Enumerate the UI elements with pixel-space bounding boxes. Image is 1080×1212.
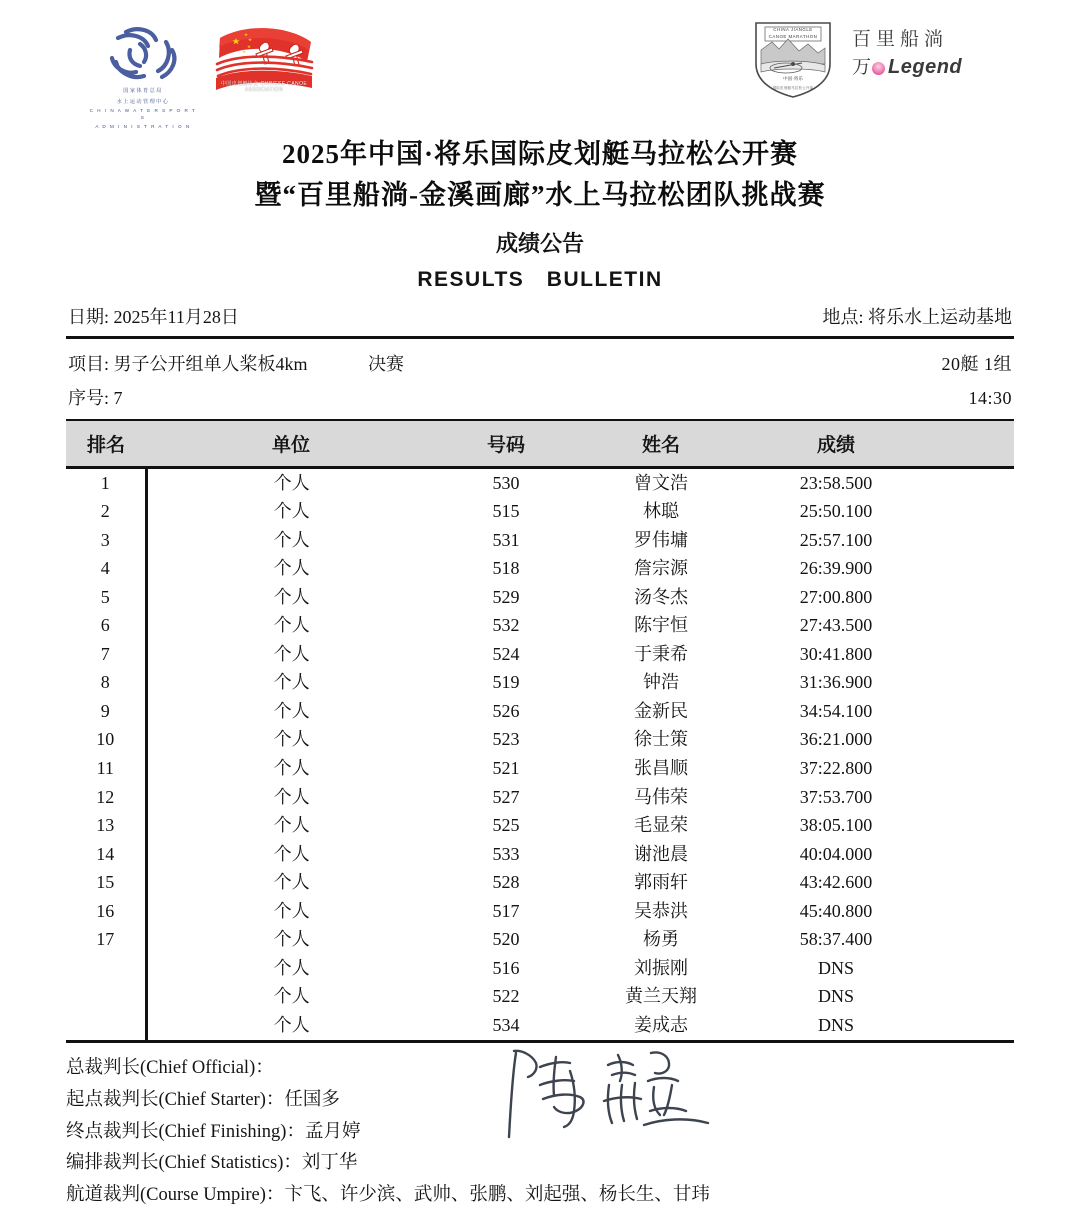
- title-line-1: 2025年中国·将乐国际皮划艇马拉松公开赛: [281, 139, 798, 169]
- cell-time: 37:53.700: [799, 786, 873, 807]
- cell-bib: 517: [492, 900, 520, 921]
- china-jiangle-canoe-marathon-shield: [752, 20, 834, 100]
- cell-unit: 个人: [273, 586, 310, 607]
- cell-pad: [926, 555, 1014, 584]
- officials-footer: [66, 1043, 1014, 1212]
- cell-time: 40:04.000: [799, 843, 873, 864]
- cell-pad: [926, 726, 1014, 755]
- official-chief-statistics: 编排裁判长(Chief Statistics)：刘丁华: [66, 1153, 358, 1174]
- cell-rank: 14: [66, 840, 146, 869]
- table-row: [66, 726, 1014, 755]
- table-row: [66, 954, 1014, 983]
- event-row: [68, 347, 1012, 381]
- cell-pad: [926, 783, 1014, 812]
- table-row: [66, 812, 1014, 841]
- bulletin-title-cn: 成绩公告: [495, 231, 584, 257]
- venue-value: 将乐水上运动基地: [868, 306, 1012, 327]
- cell-name: 林聪: [643, 501, 679, 522]
- title-line-2: 暨“百里船淌-金溪画廊”水上马拉松团队挑战赛: [254, 180, 826, 211]
- table-row: [66, 897, 1014, 926]
- cell-rank: 3: [66, 526, 146, 555]
- column-header-rank: 排名: [66, 421, 146, 468]
- table-row: [66, 840, 1014, 869]
- cell-name: 张昌顺: [634, 758, 688, 778]
- cell-pad: [926, 498, 1014, 527]
- cell-bib: 523: [492, 729, 520, 750]
- official-course-umpire: 航道裁判(Course Umpire)：卞飞、许少滨、武帅、张鹏、刘起强、杨长生、甘玮: [66, 1185, 710, 1206]
- table-row: [66, 697, 1014, 726]
- legend-dot-icon: [872, 62, 885, 75]
- legend-en-text: Legend: [888, 56, 963, 78]
- cell-name: 曾文浩: [634, 472, 688, 493]
- cell-pad: [926, 983, 1014, 1012]
- cell-rank: 12: [66, 783, 146, 812]
- official-chief-starter: 起点裁判长(Chief Starter)：任国多: [66, 1089, 340, 1110]
- table-row: [66, 555, 1014, 584]
- cwsa-en-line2: A D M I N I S T R A T I O N: [95, 123, 191, 129]
- cell-time: 43:42.600: [799, 872, 873, 893]
- cwsa-en-line1: C H I N A W A T E R S P O R T S: [89, 108, 197, 121]
- cell-rank: 5: [66, 583, 146, 612]
- cell-bib: 515: [492, 501, 520, 522]
- cell-name: 金新民: [634, 700, 688, 721]
- cell-pad: [926, 755, 1014, 784]
- cell-pad: [926, 697, 1014, 726]
- cell-rank: 17: [66, 926, 146, 955]
- cell-time: 25:57.100: [799, 529, 873, 550]
- cell-pad: [926, 954, 1014, 983]
- cell-bib: 529: [492, 586, 520, 607]
- cell-rank: 1: [66, 468, 146, 498]
- cell-rank: 9: [66, 697, 146, 726]
- cell-bib: 527: [492, 786, 520, 807]
- column-header-bib: 号码: [436, 421, 576, 468]
- cell-time: DNS: [817, 957, 854, 978]
- document-title-block: [0, 134, 1080, 293]
- table-row: [66, 983, 1014, 1012]
- cell-name: 姜成志: [634, 1014, 688, 1035]
- cell-name: 马伟荣: [634, 786, 688, 807]
- date-venue-row: [66, 293, 1014, 336]
- event-label: 项目:: [68, 353, 110, 374]
- table-row: [66, 526, 1014, 555]
- bailichuanqi-legend-logo: [852, 30, 992, 77]
- serial-value: 7: [113, 387, 123, 408]
- serial-field: [68, 381, 123, 415]
- cell-time: 36:21.000: [799, 729, 873, 750]
- cell-rank: 2: [66, 498, 146, 527]
- cell-unit: 个人: [273, 900, 310, 921]
- cell-unit: 个人: [273, 672, 310, 693]
- cell-time: 25:50.100: [799, 501, 873, 522]
- shield-sub2: 国际皮划艇马拉松公开赛: [772, 86, 814, 90]
- table-body: [66, 468, 1014, 1042]
- results-sheet: [66, 293, 1014, 1212]
- cell-unit: 个人: [273, 558, 310, 579]
- cell-pad: [926, 526, 1014, 555]
- cell-time: DNS: [817, 1014, 854, 1035]
- cell-unit: 个人: [273, 501, 310, 522]
- event-field: [68, 347, 368, 381]
- cell-unit: 个人: [273, 929, 310, 950]
- cell-time: 23:58.500: [799, 472, 873, 493]
- cell-unit: 个人: [273, 729, 310, 750]
- table-row: [66, 640, 1014, 669]
- cell-pad: [926, 840, 1014, 869]
- cell-unit: 个人: [273, 986, 310, 1007]
- table-row: [66, 583, 1014, 612]
- cell-unit: 个人: [273, 957, 310, 978]
- table-row: [66, 755, 1014, 784]
- table-row: [66, 612, 1014, 641]
- logo-bar: [0, 0, 1080, 129]
- cell-bib: 532: [492, 615, 520, 636]
- cell-name: 郭雨轩: [634, 872, 688, 893]
- cwsa-cn-line2: 水上运动管理中心: [116, 99, 170, 106]
- legend-mark-glyph: 万: [852, 57, 872, 78]
- cwsa-cn-line1: 国家体育总局: [123, 88, 163, 94]
- cell-pad: [926, 640, 1014, 669]
- cell-rank: 8: [66, 669, 146, 698]
- cell-unit: 个人: [273, 643, 310, 664]
- cell-bib: 534: [492, 1014, 520, 1035]
- cell-time: 58:37.400: [799, 929, 873, 950]
- shield-title-line1: CHINA JIANGLE: [773, 27, 813, 32]
- table-row: [66, 468, 1014, 498]
- legend-cn-text: 百里船淌: [852, 29, 949, 50]
- cell-name: 汤冬杰: [634, 586, 688, 607]
- cell-bib: 530: [492, 472, 520, 493]
- cell-unit: 个人: [273, 786, 310, 807]
- cell-pad: [926, 926, 1014, 955]
- cca-logo-text: 中国皮划艇协会 CHINESE CANOE ASSOCIATION: [220, 81, 308, 93]
- cell-unit: 个人: [273, 615, 310, 636]
- venue-field: [822, 303, 1012, 329]
- cell-unit: 个人: [273, 758, 310, 778]
- cell-name: 黄兰天翔: [625, 986, 697, 1007]
- cell-rank: [66, 983, 146, 1012]
- cell-time: 30:41.800: [799, 643, 873, 664]
- cell-bib: 526: [492, 700, 520, 721]
- shield-sub: 中国·将乐: [783, 76, 803, 82]
- cell-name: 陈宇恒: [634, 615, 688, 636]
- table-header: [66, 421, 1014, 468]
- table-row: [66, 926, 1014, 955]
- column-header-name: 姓名: [576, 421, 746, 468]
- date-field: [68, 303, 239, 329]
- column-header-unit: 单位: [146, 421, 436, 468]
- cell-unit: 个人: [273, 1014, 310, 1035]
- boats-groups-value: 20艇 1组: [941, 353, 1012, 374]
- cell-rank: 10: [66, 726, 146, 755]
- cell-rank: [66, 1011, 146, 1041]
- cell-time: 27:00.800: [799, 586, 873, 607]
- cell-bib: 520: [492, 929, 520, 950]
- cell-time: 37:22.800: [799, 758, 873, 778]
- table-header-row: [66, 421, 1014, 468]
- chinese-canoe-association-logo: [212, 24, 316, 98]
- cell-time: 45:40.800: [799, 900, 873, 921]
- cell-bib: 519: [492, 672, 520, 693]
- cell-time: 26:39.900: [799, 558, 873, 579]
- cell-bib: 518: [492, 558, 520, 579]
- cell-name: 吴恭洪: [634, 900, 688, 921]
- cell-pad: [926, 669, 1014, 698]
- bulletin-title-en: RESULTS BULLETIN: [417, 267, 663, 291]
- cell-bib: 524: [492, 643, 520, 664]
- event-value: 男子公开组单人桨板4km: [113, 353, 308, 374]
- official-chief-official: 总裁判长(Chief Official)：: [66, 1057, 274, 1078]
- date-label: 日期:: [68, 306, 110, 327]
- cell-rank: 6: [66, 612, 146, 641]
- cell-bib: 531: [492, 529, 520, 550]
- cell-bib: 528: [492, 872, 520, 893]
- cell-time: 34:54.100: [799, 700, 873, 721]
- table-row: [66, 498, 1014, 527]
- cell-unit: 个人: [273, 843, 310, 864]
- cell-name: 徐士策: [634, 729, 688, 750]
- cell-rank: 4: [66, 555, 146, 584]
- official-chief-finishing: 终点裁判长(Chief Finishing)：孟月婷: [66, 1121, 361, 1142]
- cell-unit: 个人: [273, 472, 310, 493]
- cell-rank: 13: [66, 812, 146, 841]
- column-header-pad: [926, 421, 1014, 468]
- column-header-time: 成绩: [746, 421, 926, 468]
- cell-pad: [926, 468, 1014, 498]
- cell-unit: 个人: [273, 815, 310, 836]
- cell-rank: [66, 954, 146, 983]
- serial-label: 序号:: [68, 387, 110, 408]
- cell-pad: [926, 583, 1014, 612]
- cell-name: 钟浩: [643, 672, 679, 693]
- cell-unit: 个人: [273, 872, 310, 893]
- cell-name: 杨勇: [643, 929, 679, 950]
- cell-pad: [926, 812, 1014, 841]
- cell-time: DNS: [817, 986, 854, 1007]
- event-info-block: [66, 339, 1014, 419]
- china-water-sports-administration-logo: [88, 22, 198, 130]
- cell-rank: 15: [66, 869, 146, 898]
- cell-time: 31:36.900: [799, 672, 873, 693]
- table-row: [66, 1011, 1014, 1041]
- cwsa-swirl-icon: [100, 22, 186, 84]
- cell-rank: 16: [66, 897, 146, 926]
- table-row: [66, 869, 1014, 898]
- cell-time: 38:05.100: [799, 815, 873, 836]
- shield-title-line2: CANOE MARATHON: [768, 33, 818, 39]
- cell-name: 谢池晨: [634, 843, 688, 864]
- results-table: [66, 421, 1014, 1043]
- cell-rank: 11: [66, 755, 146, 784]
- cell-name: 毛显荣: [634, 815, 688, 836]
- venue-label: 地点:: [822, 306, 864, 327]
- table-row: [66, 783, 1014, 812]
- table-row: [66, 669, 1014, 698]
- cell-time: 27:43.500: [799, 615, 873, 636]
- cell-pad: [926, 869, 1014, 898]
- date-value: 2025年11月28日: [113, 306, 239, 327]
- cell-unit: 个人: [273, 700, 310, 721]
- start-time-value: 14:30: [968, 387, 1012, 408]
- cell-name: 于秉希: [634, 643, 688, 664]
- cell-unit: 个人: [273, 529, 310, 550]
- cell-rank: 7: [66, 640, 146, 669]
- cell-name: 罗伟墉: [634, 529, 688, 550]
- cell-bib: 533: [492, 843, 520, 864]
- serial-row: [68, 381, 1012, 415]
- cell-name: 詹宗源: [634, 558, 688, 579]
- round-value: 决赛: [368, 353, 404, 374]
- cell-bib: 525: [492, 815, 520, 836]
- cell-name: 刘振刚: [634, 957, 688, 978]
- cell-bib: 516: [492, 957, 520, 978]
- cell-pad: [926, 1011, 1014, 1041]
- cell-bib: 522: [492, 986, 520, 1007]
- cell-pad: [926, 612, 1014, 641]
- cell-pad: [926, 897, 1014, 926]
- cell-bib: 521: [492, 758, 520, 778]
